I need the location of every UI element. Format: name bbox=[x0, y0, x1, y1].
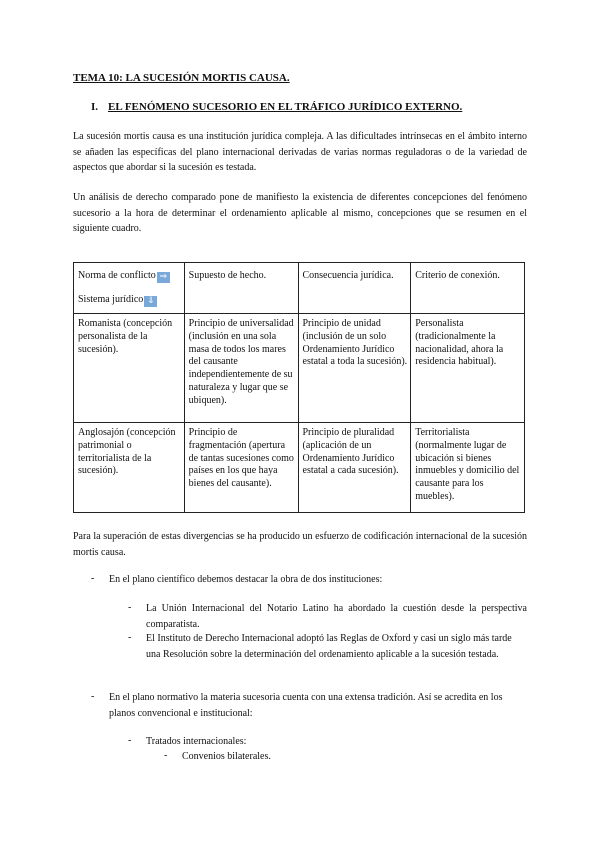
list-dash: - bbox=[128, 632, 132, 643]
codification-paragraph: Para la superación de estas divergencias se ha producido un esfuerzo de codificación internacional de la sucesión mortis causa. bbox=[73, 531, 527, 558]
table-cell-criterio: Personalista (tradicionalmente la nacionalidad, ahora la residencia habitual). bbox=[411, 314, 525, 423]
table-cell-system: Romanista (concepción personalista de la sucesión). bbox=[74, 314, 185, 423]
arrow-down-icon: ⇓ bbox=[144, 296, 157, 307]
header-legal-system-wrap bbox=[78, 294, 181, 307]
list-dash: - bbox=[128, 735, 132, 746]
list-item-instituto: El Instituto de Derecho Internacional adoptó las Reglas de Oxford y casi un siglo más tarde una Resolución sobre la determinación del ordenamiento aplicable a la sucesión testada. bbox=[146, 633, 512, 660]
comparative-paragraph: Un análisis de derecho comparado pone de manifiesto la existencia de diferentes concepciones del fenómeno sucesorio a la hora de determinar el ordenamiento aplicable al mismo, concepciones que se resumen en el siguiente cuadro. bbox=[73, 192, 527, 234]
table-cell-criterio: Territorialista (normalmente lugar de ubicación si bienes inmuebles y domicilio del causante para los muebles). bbox=[411, 423, 525, 513]
table-cell-supuesto: Principio de universalidad (inclusión en una sola masa de todos los mares del causante independientemente de su naturaleza y lugar que se ubiquen). bbox=[184, 314, 298, 423]
list-item-scientific: En el plano científico debemos destacar la obra de dos instituciones: bbox=[109, 574, 383, 585]
table-cell-consecuencia: Principio de unidad (inclusión de un solo Ordenamiento Jurídico estatal a toda la sucesión). bbox=[298, 314, 411, 423]
header-legal-system-label: Sistema jurídico bbox=[78, 294, 144, 305]
comparison-table bbox=[73, 262, 525, 513]
list-item-notario-latino: La Unión Internacional del Notario Latino ha abordado la cuestión desde la perspectiva comparatista. bbox=[146, 603, 527, 630]
list-dash: - bbox=[128, 602, 132, 613]
header-conflict-rule-label: Norma de conflicto bbox=[78, 270, 156, 281]
table-header-row bbox=[74, 263, 525, 314]
section-number: I. bbox=[91, 101, 99, 113]
list-item-normative: En el plano normativo la materia sucesoria cuenta con una extensa tradición. Así se acredita en los planos convencional e institucional: bbox=[109, 692, 503, 719]
table-cell-consecuencia: Principio de pluralidad (aplicación de un Ordenamiento Jurídico estatal a cada sucesión). bbox=[298, 423, 411, 513]
list-item-bilateral: Convenios bilaterales. bbox=[182, 751, 271, 762]
arrow-right-icon: ⇒ bbox=[157, 272, 170, 283]
list-dash: - bbox=[91, 691, 95, 702]
list-dash: - bbox=[164, 750, 168, 761]
intro-paragraph: La sucesión mortis causa es una institución jurídica compleja. A las dificultades intrínsecas en el ámbito interno se añaden las específicas del plano internacional derivadas de varias normas reguladoras o de la variedad de aspectos que abordar si la sucesión es testada. bbox=[73, 131, 527, 173]
table-cell-system: Anglosajón (concepción patrimonial o territorialista de la sucesión). bbox=[74, 423, 185, 513]
header-cell-conflict-rule bbox=[74, 263, 185, 314]
table-cell-supuesto: Principio de fragmentación (apertura de tantas sucesiones como países en los que haya bienes del causante). bbox=[184, 423, 298, 513]
page-title: TEMA 10: LA SUCESIÓN MORTIS CAUSA. bbox=[73, 72, 290, 84]
table-row bbox=[74, 314, 525, 423]
section-title: EL FENÓMENO SUCESORIO EN EL TRÁFICO JURÍDICO EXTERNO. bbox=[108, 101, 463, 113]
table-row bbox=[74, 423, 525, 513]
header-cell-criterio: Criterio de conexión. bbox=[411, 263, 525, 314]
header-cell-consecuencia: Consecuencia jurídica. bbox=[298, 263, 411, 314]
section-heading bbox=[91, 101, 462, 113]
list-dash: - bbox=[91, 573, 95, 584]
header-cell-supuesto: Supuesto de hecho. bbox=[184, 263, 298, 314]
list-item-treaties: Tratados internacionales: bbox=[146, 736, 247, 747]
